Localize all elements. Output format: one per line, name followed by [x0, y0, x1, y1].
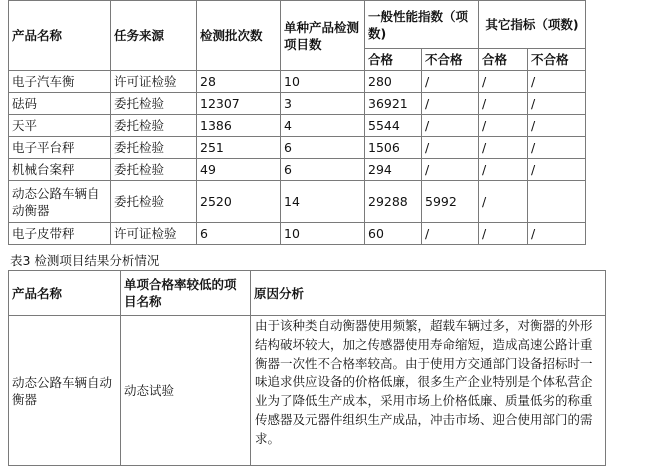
cell-product: 电子皮带秤	[9, 223, 111, 245]
header-general: 一般性能指数（项数)	[365, 1, 479, 49]
cell-general-fail: /	[422, 71, 479, 93]
cell-batches: 251	[197, 137, 281, 159]
cell-other-fail: /	[528, 223, 586, 245]
cell-other-pass: /	[479, 159, 528, 181]
cell-product: 天平	[9, 115, 111, 137]
cell-batches: 2520	[197, 181, 281, 223]
cell-items: 6	[281, 159, 365, 181]
cell-items: 3	[281, 93, 365, 115]
cell-items: 14	[281, 181, 365, 223]
result-analysis-table	[8, 270, 606, 466]
cell-source: 委托检验	[111, 93, 197, 115]
cell-other-pass: /	[479, 93, 528, 115]
cell-general-fail: /	[422, 115, 479, 137]
header-reason: 原因分析	[251, 271, 606, 316]
cell-general-fail: /	[422, 93, 479, 115]
header-general-pass: 合格	[365, 49, 422, 71]
header-product: 产品名称	[9, 1, 111, 71]
cell-product: 电子平台秤	[9, 137, 111, 159]
table-row	[9, 159, 586, 181]
table-caption: 表3 检测项目结果分析情况	[10, 253, 160, 268]
cell-batches: 49	[197, 159, 281, 181]
cell-other-pass: /	[479, 115, 528, 137]
cell-other-pass: /	[479, 71, 528, 93]
table-row	[9, 93, 586, 115]
cell-product: 电子汽车衡	[9, 71, 111, 93]
table-row	[9, 115, 586, 137]
cell-batches: 28	[197, 71, 281, 93]
cell-product: 砝码	[9, 93, 111, 115]
cell-other-fail: /	[528, 115, 586, 137]
cell-other-pass: /	[479, 181, 528, 223]
cell-items: 4	[281, 115, 365, 137]
header-low-pass-item: 单项合格率较低的项目名称	[121, 271, 251, 316]
cell-product: 动态公路车辆自动衡器	[9, 181, 111, 223]
cell-other-pass: /	[479, 223, 528, 245]
header-other-fail: 不合格	[528, 49, 586, 71]
cell-other-fail: /	[528, 71, 586, 93]
table-row	[9, 181, 586, 223]
cell-reason: 由于该种类自动衡器使用频繁，超载车辆过多，对衡器的外形结构破坏较大，加之传感器使用寿命缩短，造成高速公路计重衡器一次性不合格率较高。由于使用方交通部门设备招标时一味追求供应设备的价格低廉，很多生产企业特别是个体私营企业为了降低生产成本，采用市场上价格低廉、质量低劣的称重传感器及元器件组织生产成品，冲击市场、迎合使用部门的需求。	[251, 316, 606, 466]
cell-source: 许可证检验	[111, 71, 197, 93]
header-product: 产品名称	[9, 271, 121, 316]
cell-items: 6	[281, 137, 365, 159]
cell-source: 委托检验	[111, 181, 197, 223]
cell-general-fail: /	[422, 223, 479, 245]
cell-other-fail: /	[528, 159, 586, 181]
cell-source: 委托检验	[111, 137, 197, 159]
cell-general-pass: 36921	[365, 93, 422, 115]
cell-product: 机械台案秤	[9, 159, 111, 181]
cell-general-pass: 1506	[365, 137, 422, 159]
cell-general-pass: 29288	[365, 181, 422, 223]
cell-batches: 6	[197, 223, 281, 245]
cell-items: 10	[281, 223, 365, 245]
cell-general-pass: 280	[365, 71, 422, 93]
cell-other-fail	[528, 181, 586, 223]
cell-general-fail: /	[422, 159, 479, 181]
cell-low-pass-item: 动态试验	[121, 316, 251, 466]
header-batches: 检测批次数	[197, 1, 281, 71]
cell-general-fail: /	[422, 137, 479, 159]
cell-general-pass: 60	[365, 223, 422, 245]
cell-other-fail: /	[528, 93, 586, 115]
header-other-pass: 合格	[479, 49, 528, 71]
cell-source: 委托检验	[111, 115, 197, 137]
table-row	[9, 223, 586, 245]
cell-batches: 12307	[197, 93, 281, 115]
header-source: 任务来源	[111, 1, 197, 71]
cell-general-fail: 5992	[422, 181, 479, 223]
cell-source: 委托检验	[111, 159, 197, 181]
cell-batches: 1386	[197, 115, 281, 137]
cell-general-pass: 5544	[365, 115, 422, 137]
cell-product: 动态公路车辆自动衡器	[9, 316, 121, 466]
cell-other-pass: /	[479, 137, 528, 159]
cell-source: 许可证检验	[111, 223, 197, 245]
table-row	[9, 316, 606, 466]
inspection-batch-table	[8, 0, 586, 245]
cell-other-fail: /	[528, 137, 586, 159]
header-general-fail: 不合格	[422, 49, 479, 71]
cell-general-pass: 294	[365, 159, 422, 181]
header-items: 单种产品检测项目数	[281, 1, 365, 71]
header-other: 其它指标（项数)	[479, 1, 586, 49]
table-row	[9, 137, 586, 159]
cell-items: 10	[281, 71, 365, 93]
table-row	[9, 71, 586, 93]
